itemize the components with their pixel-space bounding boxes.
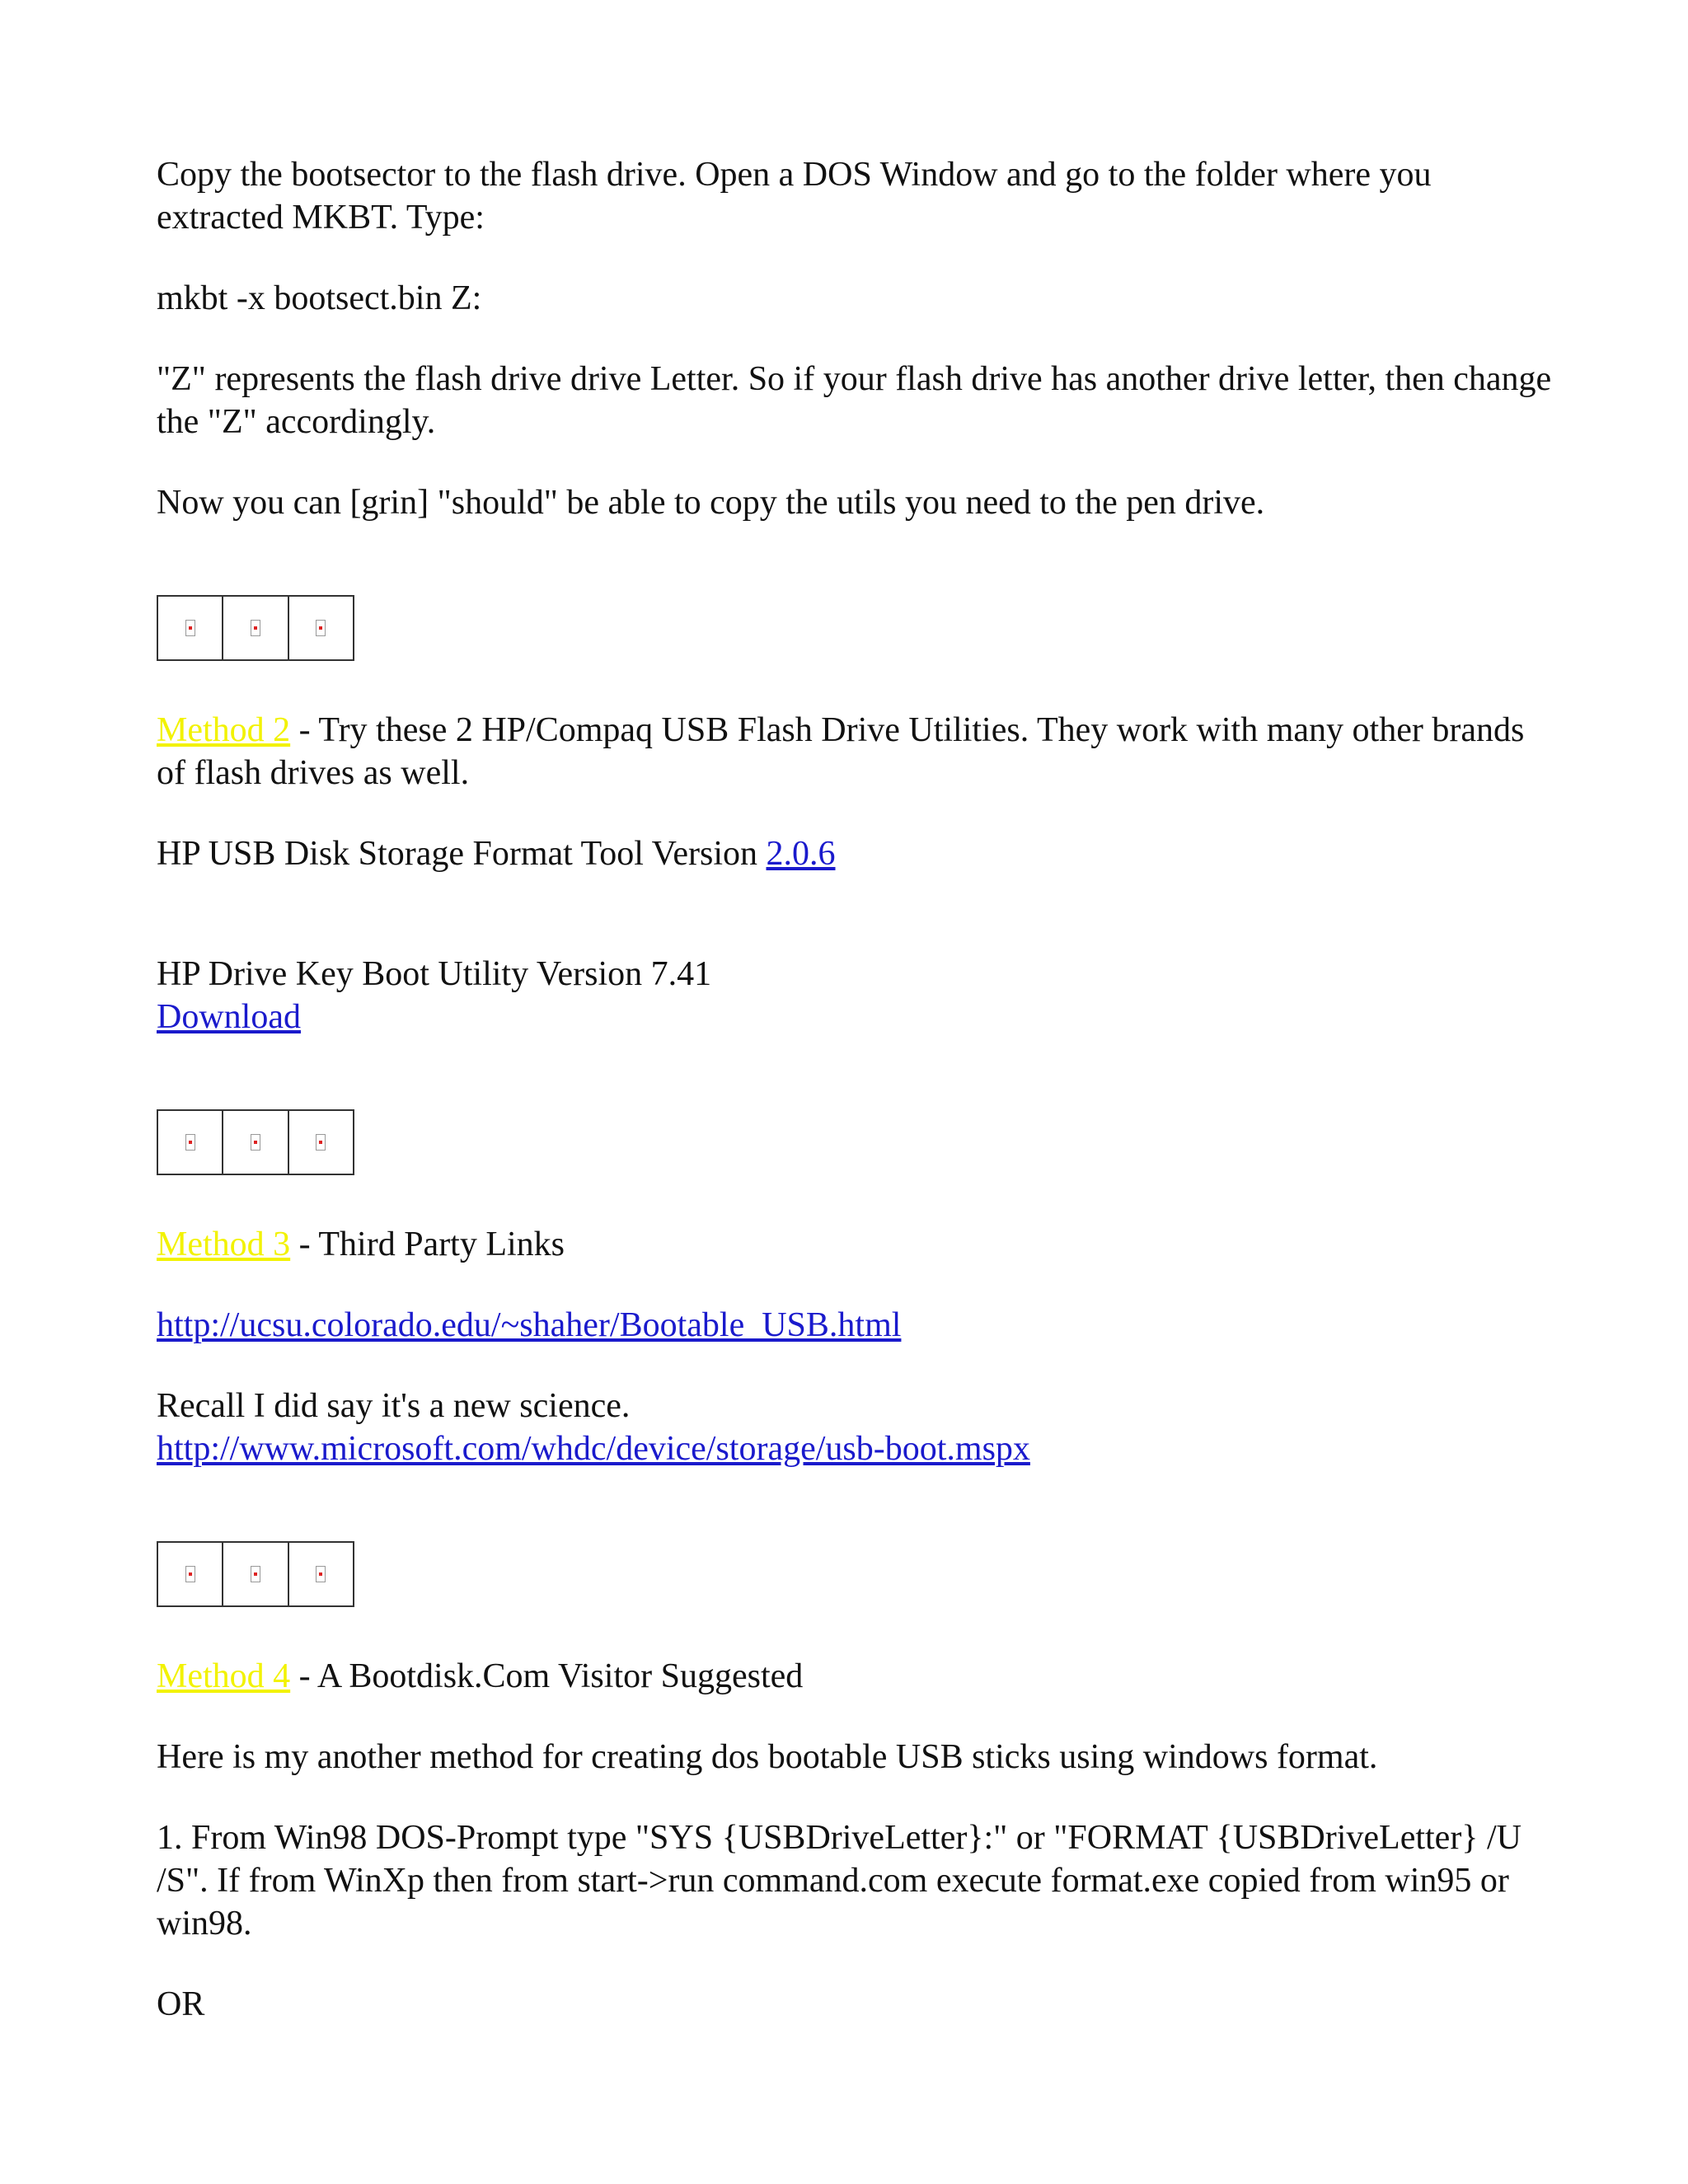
method-4-heading xyxy=(157,1655,1558,1698)
method-3-link[interactable]: Method 3 xyxy=(157,1226,291,1263)
document-page xyxy=(157,153,1558,2064)
recall-text: Recall I did say it's a new science. xyxy=(157,1387,631,1425)
broken-image-icon xyxy=(185,1566,195,1582)
paragraph-mkbt-command: mkbt -x bootsect.bin Z: xyxy=(157,279,482,317)
image-cell[interactable] xyxy=(158,1543,223,1605)
broken-image-icon xyxy=(316,1566,326,1582)
method-4-text: - A Bootdisk.Com Visitor Suggested xyxy=(290,1657,804,1695)
method-2-link[interactable]: Method 2 xyxy=(157,711,291,749)
boot-utility-label: HP Drive Key Boot Utility Version 7.41 xyxy=(157,955,712,993)
image-cell[interactable] xyxy=(223,597,288,659)
url-1-line xyxy=(157,1304,1558,1347)
format-tool-label: HP USB Disk Storage Format Tool Version xyxy=(157,835,767,873)
broken-image-icon xyxy=(185,1134,195,1151)
image-cell[interactable] xyxy=(158,597,223,659)
or-text: OR xyxy=(157,1985,205,2023)
format-tool-version-link[interactable]: 2.0.6 xyxy=(766,835,836,873)
paragraph-copy-utils: Now you can [grin] "should" be able to copy the utils you need to the pen drive. xyxy=(157,484,1265,522)
image-cell[interactable] xyxy=(289,1111,353,1174)
image-cell[interactable] xyxy=(158,1111,223,1174)
ucsu-bootable-usb-link[interactable]: http://ucsu.colorado.edu/~shaher/Bootable_USB.html xyxy=(157,1306,902,1344)
method-3-heading xyxy=(157,1223,1558,1266)
method-2-text: - Try these 2 HP/Compaq USB Flash Drive Utilities. They work with many other brands of flash drives as well. xyxy=(157,711,1525,792)
image-cell[interactable] xyxy=(223,1111,288,1174)
paragraph-drive-letter: "Z" represents the flash drive drive Letter. So if your flash drive has another drive letter, then change the "Z" accordingly. xyxy=(157,360,1552,441)
broken-image-icon xyxy=(251,1134,260,1151)
recall-block xyxy=(157,1385,1558,1470)
image-row-3 xyxy=(157,1541,354,1607)
broken-image-icon xyxy=(251,1566,260,1582)
broken-image-icon xyxy=(316,1134,326,1151)
boot-utility-block xyxy=(157,953,1558,1038)
method-3-text: - Third Party Links xyxy=(290,1226,565,1263)
broken-image-icon xyxy=(185,620,195,636)
image-cell[interactable] xyxy=(289,1543,353,1605)
broken-image-icon xyxy=(316,620,326,636)
method-4-intro: Here is my another method for creating dos bootable USB sticks using windows format. xyxy=(157,1738,1378,1776)
microsoft-usb-boot-link[interactable]: http://www.microsoft.com/whdc/device/storage/usb-boot.mspx xyxy=(157,1430,1030,1468)
paragraph-copy-bootsector: Copy the bootsector to the flash drive. Open a DOS Window and go to the folder where you extracted MKBT. Type: xyxy=(157,156,1432,237)
method-4-link[interactable]: Method 4 xyxy=(157,1657,291,1695)
method-4-step-1: 1. From Win98 DOS-Prompt type "SYS {USBDriveLetter}:" or "FORMAT {USBDriveLetter} /U /S". If from WinXp then from start->run command.com execute format.exe copied from win95 or win98. xyxy=(157,1819,1522,1943)
method-2-heading xyxy=(157,709,1558,794)
image-row-2 xyxy=(157,1109,354,1175)
download-link[interactable]: Download xyxy=(157,998,301,1036)
format-tool-line xyxy=(157,832,1558,875)
image-cell[interactable] xyxy=(223,1543,288,1605)
broken-image-icon xyxy=(251,620,260,636)
image-cell[interactable] xyxy=(289,597,353,659)
image-row-1 xyxy=(157,595,354,661)
